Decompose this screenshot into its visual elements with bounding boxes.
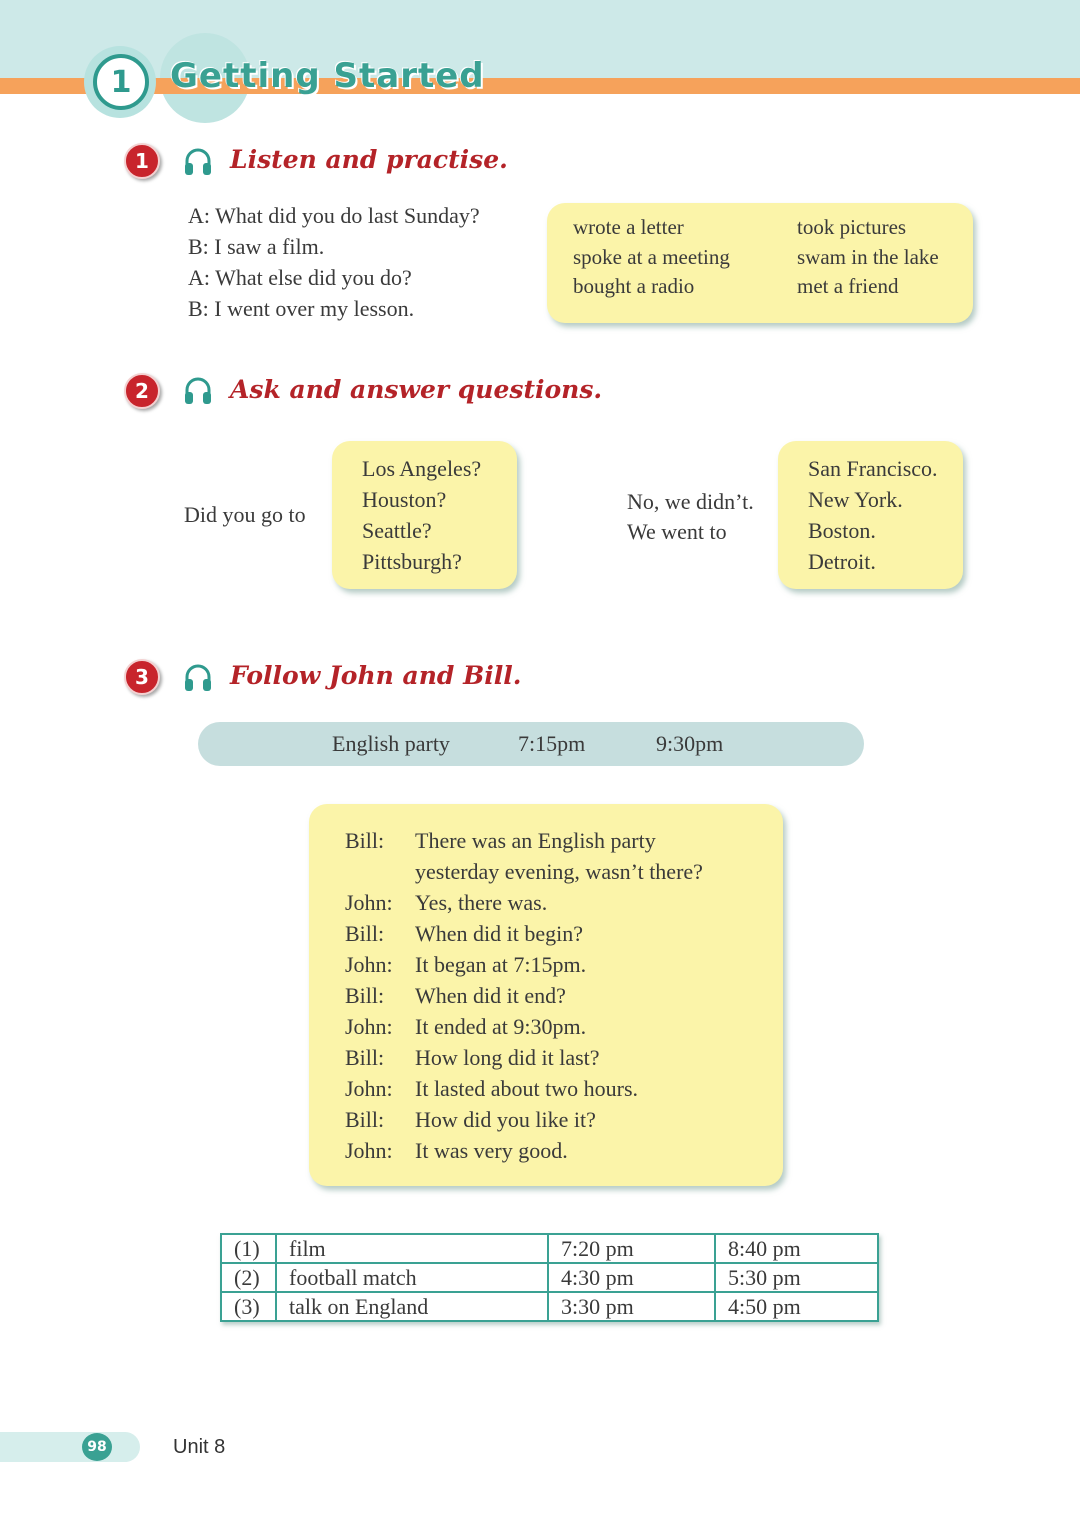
table-cell-num: (1) bbox=[221, 1234, 276, 1263]
city-option: Pittsburgh? bbox=[362, 549, 462, 574]
section-1-dialogue bbox=[188, 200, 480, 324]
speaker: John: bbox=[345, 952, 393, 977]
headphones-icon[interactable] bbox=[183, 147, 213, 177]
city-option: Houston? bbox=[362, 487, 447, 512]
line: There was an English party bbox=[415, 828, 656, 853]
page-number: 98 bbox=[82, 1433, 112, 1461]
section-3-title: Follow John and Bill. bbox=[230, 661, 522, 690]
city-option: Boston. bbox=[808, 518, 876, 543]
dialogue-line: B: I saw a film. bbox=[188, 234, 325, 259]
line: yesterday evening, wasn’t there? bbox=[415, 859, 703, 884]
speaker: John: bbox=[345, 1076, 393, 1101]
line: It lasted about two hours. bbox=[415, 1076, 639, 1101]
city-option: San Francisco. bbox=[808, 456, 938, 481]
table-row bbox=[221, 1292, 878, 1321]
page-title: Getting Started bbox=[170, 56, 485, 96]
question-prompt: Did you go to bbox=[184, 502, 306, 527]
event-start: 7:15pm bbox=[518, 731, 586, 756]
speaker: Bill: bbox=[345, 983, 385, 1008]
city-option: New York. bbox=[808, 487, 903, 512]
city-option: Detroit. bbox=[808, 549, 876, 574]
table-cell-end: 4:50 pm bbox=[715, 1292, 878, 1321]
unit-label: Unit 8 bbox=[173, 1436, 226, 1458]
dialogue-row bbox=[345, 1135, 703, 1166]
table-cell-num: (2) bbox=[221, 1263, 276, 1292]
line: How did you like it? bbox=[415, 1107, 596, 1132]
speaker: Bill: bbox=[345, 1107, 385, 1132]
option-item: spoke at a meeting bbox=[573, 244, 730, 269]
line: It was very good. bbox=[415, 1138, 568, 1163]
city-option: Seattle? bbox=[362, 518, 432, 543]
speaker: John: bbox=[345, 890, 393, 915]
dialogue-line: A: What else did you do? bbox=[188, 265, 412, 290]
dialogue-row bbox=[345, 1011, 703, 1042]
dialogue-row bbox=[345, 1104, 703, 1135]
headphones-icon[interactable] bbox=[183, 376, 213, 406]
table-cell-end: 5:30 pm bbox=[715, 1263, 878, 1292]
speaker: John: bbox=[345, 1138, 393, 1163]
dialogue-row bbox=[345, 918, 703, 949]
table-cell-event: talk on England bbox=[276, 1292, 548, 1321]
unit-number-badge: 1 bbox=[93, 54, 149, 110]
line: How long did it last? bbox=[415, 1045, 600, 1070]
line: Yes, there was. bbox=[415, 890, 548, 915]
dialogue-line: B: I went over my lesson. bbox=[188, 296, 415, 321]
line: It began at 7:15pm. bbox=[415, 952, 587, 977]
section-2-title: Ask and answer questions. bbox=[230, 375, 603, 404]
option-item: met a friend bbox=[797, 274, 899, 298]
options-right-column bbox=[797, 213, 939, 302]
schedule-table bbox=[220, 1233, 879, 1322]
table-cell-num: (3) bbox=[221, 1292, 276, 1321]
option-item: swam in the lake bbox=[797, 244, 939, 269]
speaker: Bill: bbox=[345, 921, 385, 946]
line: When did it begin? bbox=[415, 921, 584, 946]
dialogue-line: A: What did you do last Sunday? bbox=[188, 203, 480, 228]
table-cell-start: 3:30 pm bbox=[548, 1292, 715, 1321]
line: When did it end? bbox=[415, 983, 566, 1008]
event-end: 9:30pm bbox=[656, 731, 724, 756]
city-option: Los Angeles? bbox=[362, 456, 482, 481]
section-1-number: 1 bbox=[124, 143, 160, 179]
table-cell-start: 7:20 pm bbox=[548, 1234, 715, 1263]
answer-line: No, we didn’t. bbox=[627, 489, 754, 514]
option-item: wrote a letter bbox=[573, 215, 684, 239]
dialogue-row bbox=[345, 1073, 703, 1104]
section-3-dialogue bbox=[345, 825, 703, 1166]
answer-line: We went to bbox=[627, 519, 727, 544]
dialogue-row bbox=[345, 980, 703, 1011]
section-2-number: 2 bbox=[124, 373, 160, 409]
line: It ended at 9:30pm. bbox=[415, 1014, 587, 1039]
answer-options bbox=[808, 453, 938, 577]
question-options bbox=[362, 453, 481, 577]
speaker bbox=[345, 856, 415, 887]
table-cell-event: football match bbox=[276, 1263, 548, 1292]
header-orange-stripe bbox=[0, 78, 1080, 94]
speaker: Bill: bbox=[345, 1045, 385, 1070]
answer-prompt bbox=[627, 487, 754, 547]
option-item: bought a radio bbox=[573, 274, 695, 298]
dialogue-row bbox=[345, 1042, 703, 1073]
table-row bbox=[221, 1234, 878, 1263]
speaker: John: bbox=[345, 1014, 393, 1039]
table-cell-start: 4:30 pm bbox=[548, 1263, 715, 1292]
table-cell-event: film bbox=[276, 1234, 548, 1263]
footer-bar bbox=[0, 1432, 140, 1462]
headphones-icon[interactable] bbox=[183, 663, 213, 693]
dialogue-row bbox=[345, 887, 703, 918]
event-name: English party bbox=[332, 731, 450, 756]
dialogue-row bbox=[345, 856, 703, 887]
table-row bbox=[221, 1263, 878, 1292]
dialogue-row bbox=[345, 949, 703, 980]
option-item: took pictures bbox=[797, 215, 907, 239]
options-left-column bbox=[573, 213, 730, 302]
speaker: Bill: bbox=[345, 828, 385, 853]
section-3-number: 3 bbox=[124, 659, 160, 695]
section-1-title: Listen and practise. bbox=[230, 145, 508, 174]
table-cell-end: 8:40 pm bbox=[715, 1234, 878, 1263]
dialogue-row bbox=[345, 825, 703, 856]
